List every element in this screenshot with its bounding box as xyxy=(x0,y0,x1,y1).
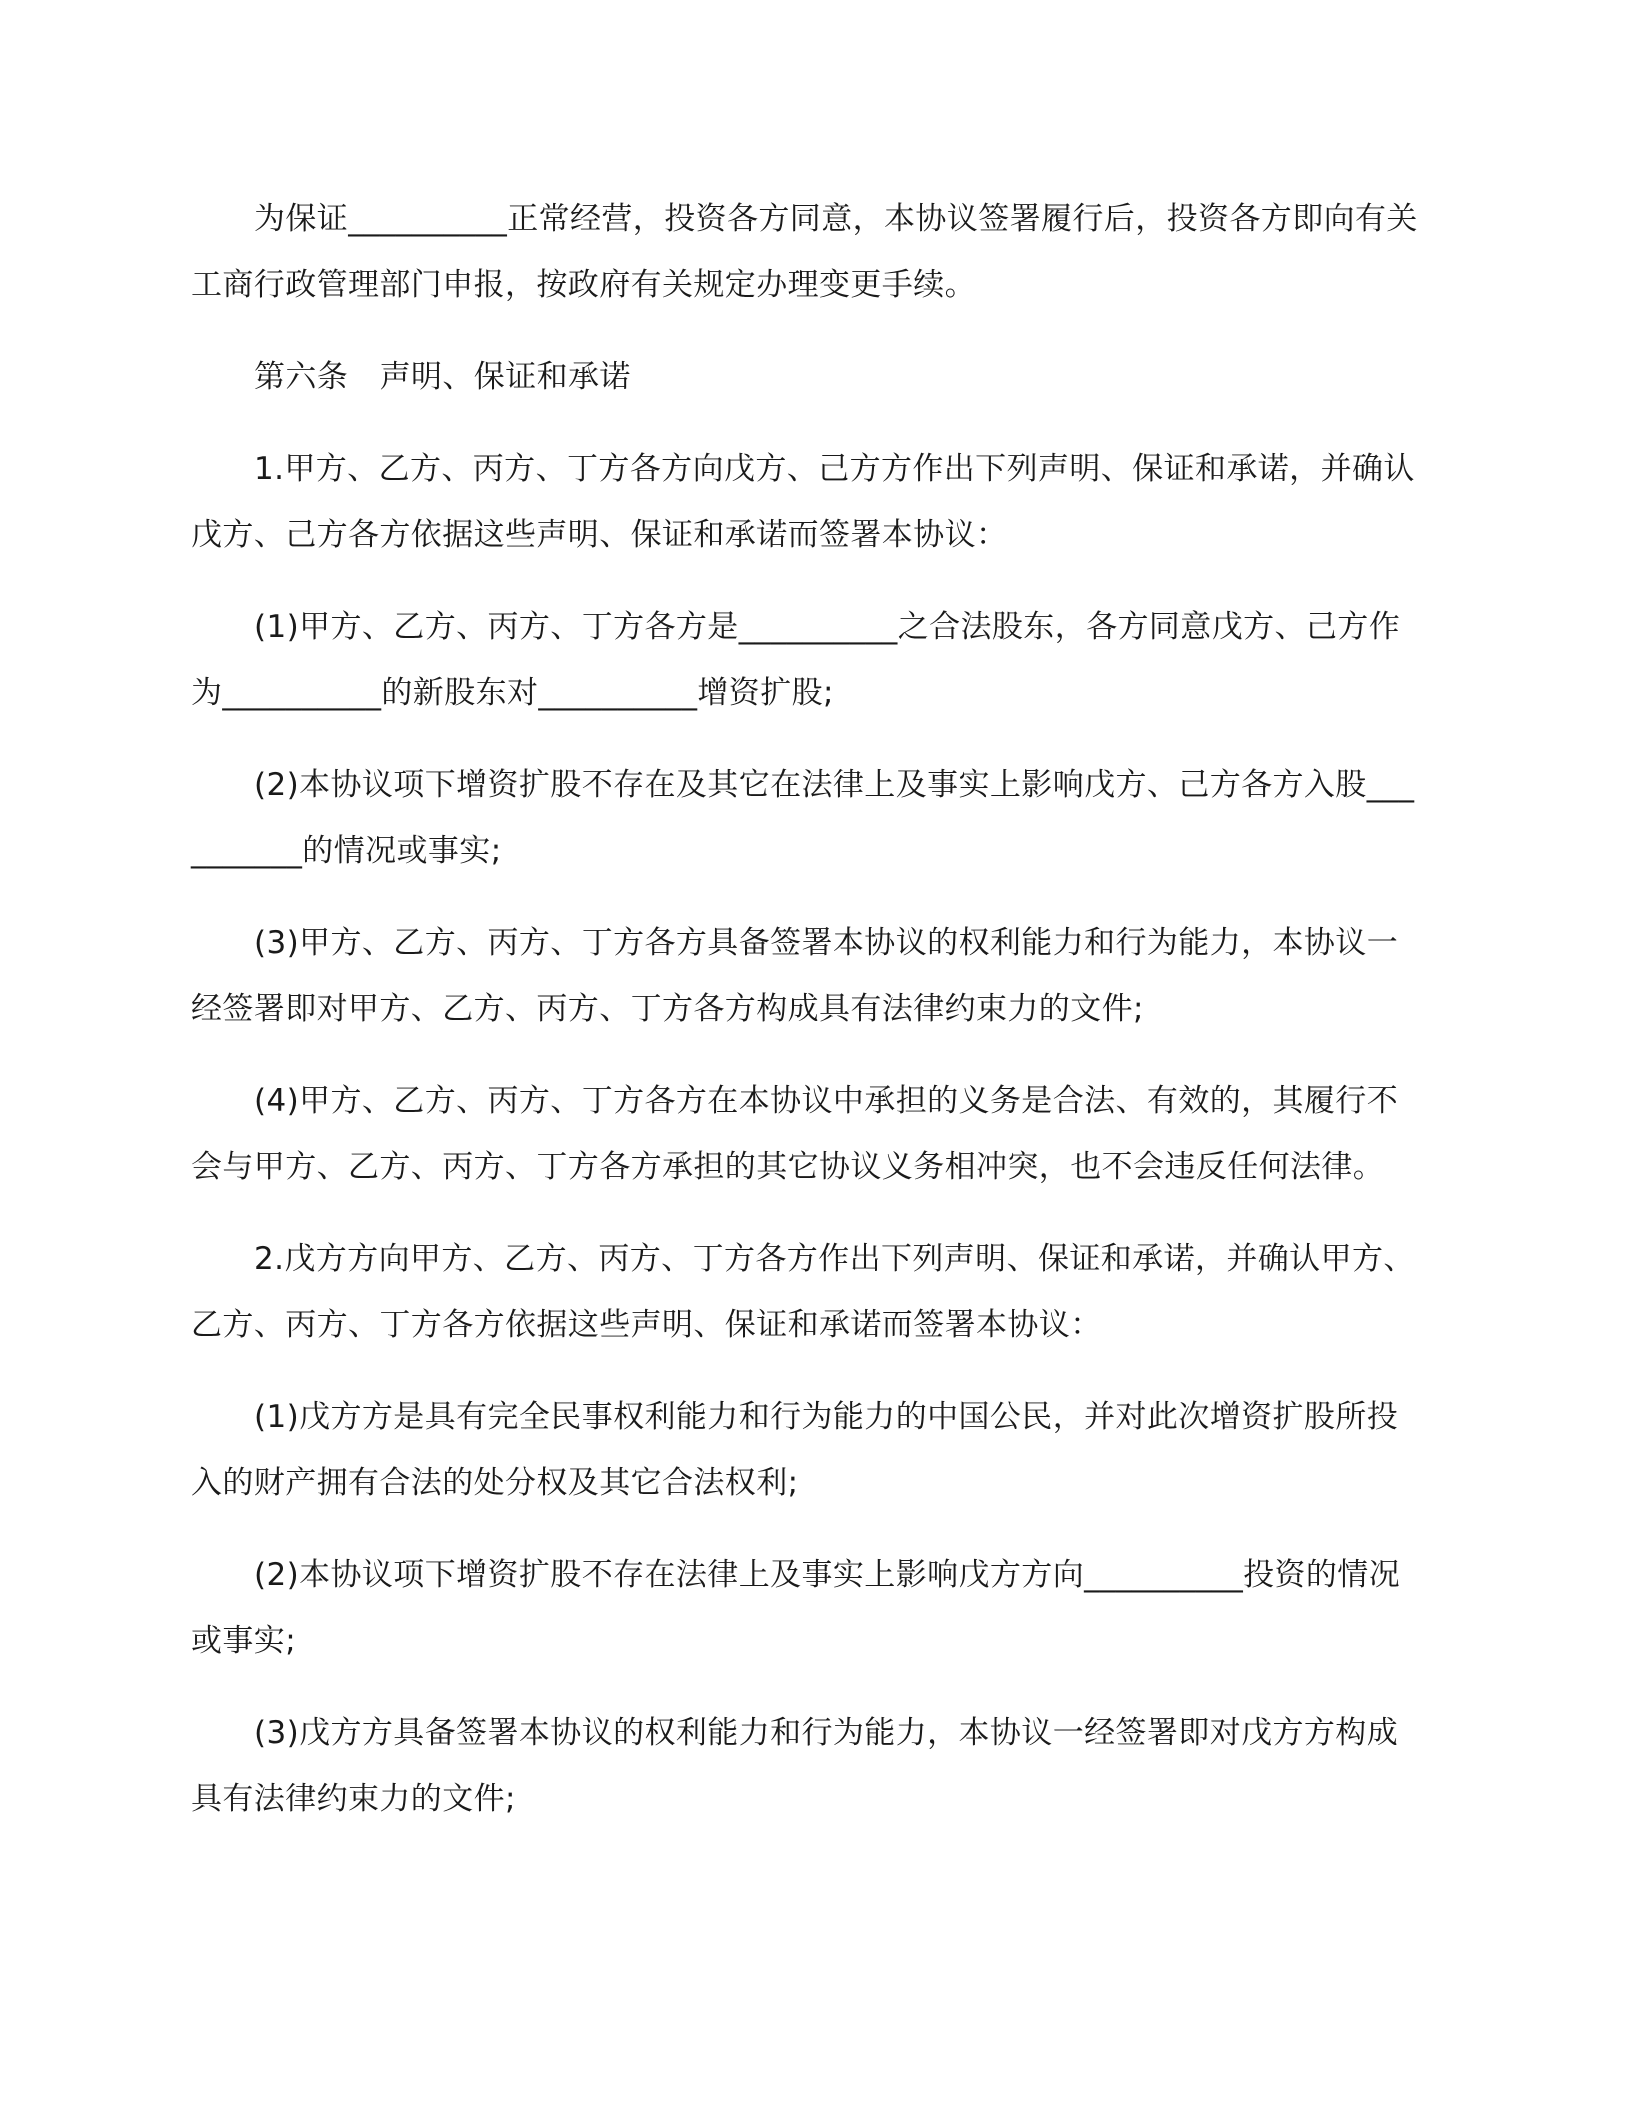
clause-2-intro: 2.戊方方向甲方、乙方、丙方、丁方各方作出下列声明、保证和承诺，并确认甲方、乙方、丙方、丁方各方依据这些声明、保证和承诺而签署本协议： xyxy=(191,1241,1415,1343)
clause-1-item-4: (4)甲方、乙方、丙方、丁方各方在本协议中承担的义务是合法、有效的，其履行不会与甲方、乙方、丙方、丁方各方承担的其它协议义务相冲突，也不会违反任何法律。 xyxy=(191,1083,1399,1185)
paragraph-gap xyxy=(191,1516,1423,1542)
clause-2-item-3: (3)戊方方具备签署本协议的权利能力和行为能力，本协议一经签署即对戊方方构成具有法律约束力的文件; xyxy=(191,1715,1399,1817)
paragraph-gap xyxy=(191,568,1423,594)
clause-2-item-1: (1)戊方方是具有完全民事权利能力和行为能力的中国公民，并对此次增资扩股所投入的财产拥有合法的处分权及其它合法权利; xyxy=(191,1399,1399,1501)
paragraph-gap xyxy=(191,726,1423,752)
paragraph-gap xyxy=(191,410,1423,436)
document-body xyxy=(191,186,1423,1832)
paragraph-gap xyxy=(191,1200,1423,1226)
article-6-heading: 第六条 声明、保证和承诺 xyxy=(254,359,631,395)
paragraph-gap xyxy=(191,1674,1423,1700)
clause-2-item-2: (2)本协议项下增资扩股不存在法律上及事实上影响戊方方向__________投资的情况或事实; xyxy=(191,1557,1401,1659)
clause-1-item-1: (1)甲方、乙方、丙方、丁方各方是__________之合法股东，各方同意戊方、己方作为__________的新股东对__________增资扩股; xyxy=(191,609,1401,711)
paragraph-registration: 为保证__________正常经营，投资各方同意，本协议签署履行后，投资各方即向有关工商行政管理部门申报，按政府有关规定办理变更手续。 xyxy=(191,201,1418,303)
clause-1-item-2: (2)本协议项下增资扩股不存在及其它在法律上及事实上影响戊方、己方各方入股__________的情况或事实; xyxy=(191,767,1415,869)
paragraph-gap xyxy=(191,318,1423,344)
paragraph-gap xyxy=(191,884,1423,910)
paragraph-gap xyxy=(191,1042,1423,1068)
paragraph-gap xyxy=(191,1358,1423,1384)
clause-1-intro: 1.甲方、乙方、丙方、丁方各方向戊方、己方方作出下列声明、保证和承诺，并确认戊方、己方各方依据这些声明、保证和承诺而签署本协议： xyxy=(191,451,1415,553)
clause-1-item-3: (3)甲方、乙方、丙方、丁方各方具备签署本协议的权利能力和行为能力，本协议一经签署即对甲方、乙方、丙方、丁方各方构成具有法律约束力的文件; xyxy=(191,925,1399,1027)
